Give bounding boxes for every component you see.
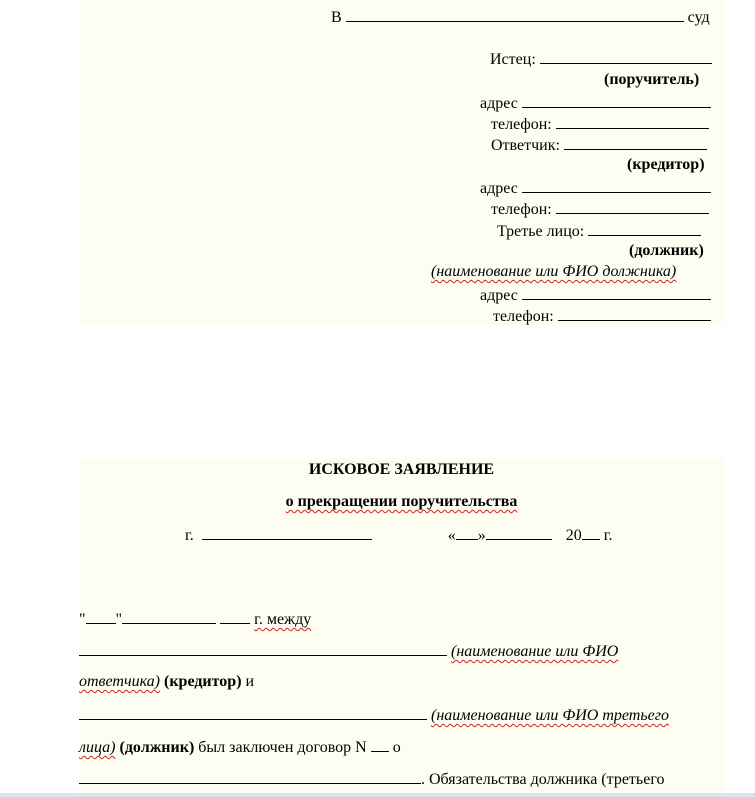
body-block — [79, 458, 724, 797]
defendant-address-field[interactable] — [522, 177, 711, 193]
contract-month-field[interactable] — [122, 608, 216, 624]
defendant-phone-line — [491, 198, 709, 220]
third-party-name-field[interactable] — [79, 704, 427, 720]
contract-day-field[interactable] — [86, 608, 116, 624]
year-field[interactable] — [582, 524, 600, 540]
third-party-label: Третье лицо: — [497, 223, 585, 240]
contract-subject-field[interactable] — [79, 768, 421, 784]
plaintiff-label: Истец: — [490, 51, 536, 68]
plaintiff-line — [490, 48, 712, 70]
third-party-field[interactable] — [588, 220, 701, 236]
month-field[interactable] — [486, 524, 552, 540]
document-title: ИСКОВОЕ ЗАЯВЛЕНИЕ — [308, 461, 495, 478]
court-prefix: В — [331, 9, 342, 26]
defendant-name-field[interactable] — [79, 640, 447, 656]
para-line-3: ответчика) (кредитор) и — [79, 673, 255, 690]
third-party-note: (наименование или ФИО должника) — [431, 263, 677, 280]
defendant-role: (кредитор) — [627, 156, 705, 173]
plaintiff-phone-field[interactable] — [556, 113, 709, 129]
plaintiff-phone-line — [491, 113, 709, 135]
court-name-field[interactable] — [346, 6, 684, 22]
defendant-address-line — [480, 177, 711, 199]
window-bottom-edge — [0, 793, 755, 797]
year-prefix: 20 — [565, 527, 582, 544]
plaintiff-field[interactable] — [540, 48, 712, 64]
para-line-6: . Обязательства должника (третьего — [79, 768, 664, 790]
court-line — [331, 6, 710, 28]
address-label: адрес — [480, 95, 518, 112]
place-date-line: г. « » 20 г. — [185, 524, 613, 546]
phone-label: телефон: — [491, 116, 552, 133]
defendant-phone-field[interactable] — [556, 198, 709, 214]
contract-number-field[interactable] — [371, 736, 389, 752]
third-party-phone-line — [493, 305, 711, 327]
plaintiff-role: (поручитель) — [604, 71, 700, 88]
third-party-address-line — [480, 284, 711, 306]
defendant-phone-label: телефон: — [491, 201, 552, 218]
third-party-phone-field[interactable] — [558, 305, 711, 321]
third-party-address-field[interactable] — [522, 284, 711, 300]
header-block — [79, 0, 724, 325]
document-subtitle: о прекращении поручительства — [285, 493, 518, 510]
third-party-line — [497, 220, 701, 242]
plaintiff-address-field[interactable] — [522, 92, 711, 108]
para-line-4: (наименование или ФИО третьего — [79, 704, 669, 726]
defendant-field[interactable] — [564, 134, 707, 150]
defendant-line — [491, 134, 707, 156]
plaintiff-address-line — [480, 92, 711, 114]
day-field[interactable] — [456, 524, 478, 540]
defendant-address-label: адрес — [480, 180, 518, 197]
defendant-label: Ответчик: — [491, 137, 560, 154]
para-line-2: (наименование или ФИО — [79, 640, 618, 662]
city-prefix: г. — [185, 527, 194, 544]
para-line-5: лица) (должник) был заключен договор N о — [79, 736, 401, 758]
contract-year-field[interactable] — [220, 608, 250, 624]
city-field[interactable] — [202, 524, 372, 540]
third-party-role: (должник) — [629, 242, 704, 259]
court-suffix: суд — [687, 9, 710, 26]
third-party-phone-label: телефон: — [493, 308, 554, 325]
para-line-1: " " г. между — [79, 608, 311, 630]
third-party-address-label: адрес — [480, 287, 518, 304]
